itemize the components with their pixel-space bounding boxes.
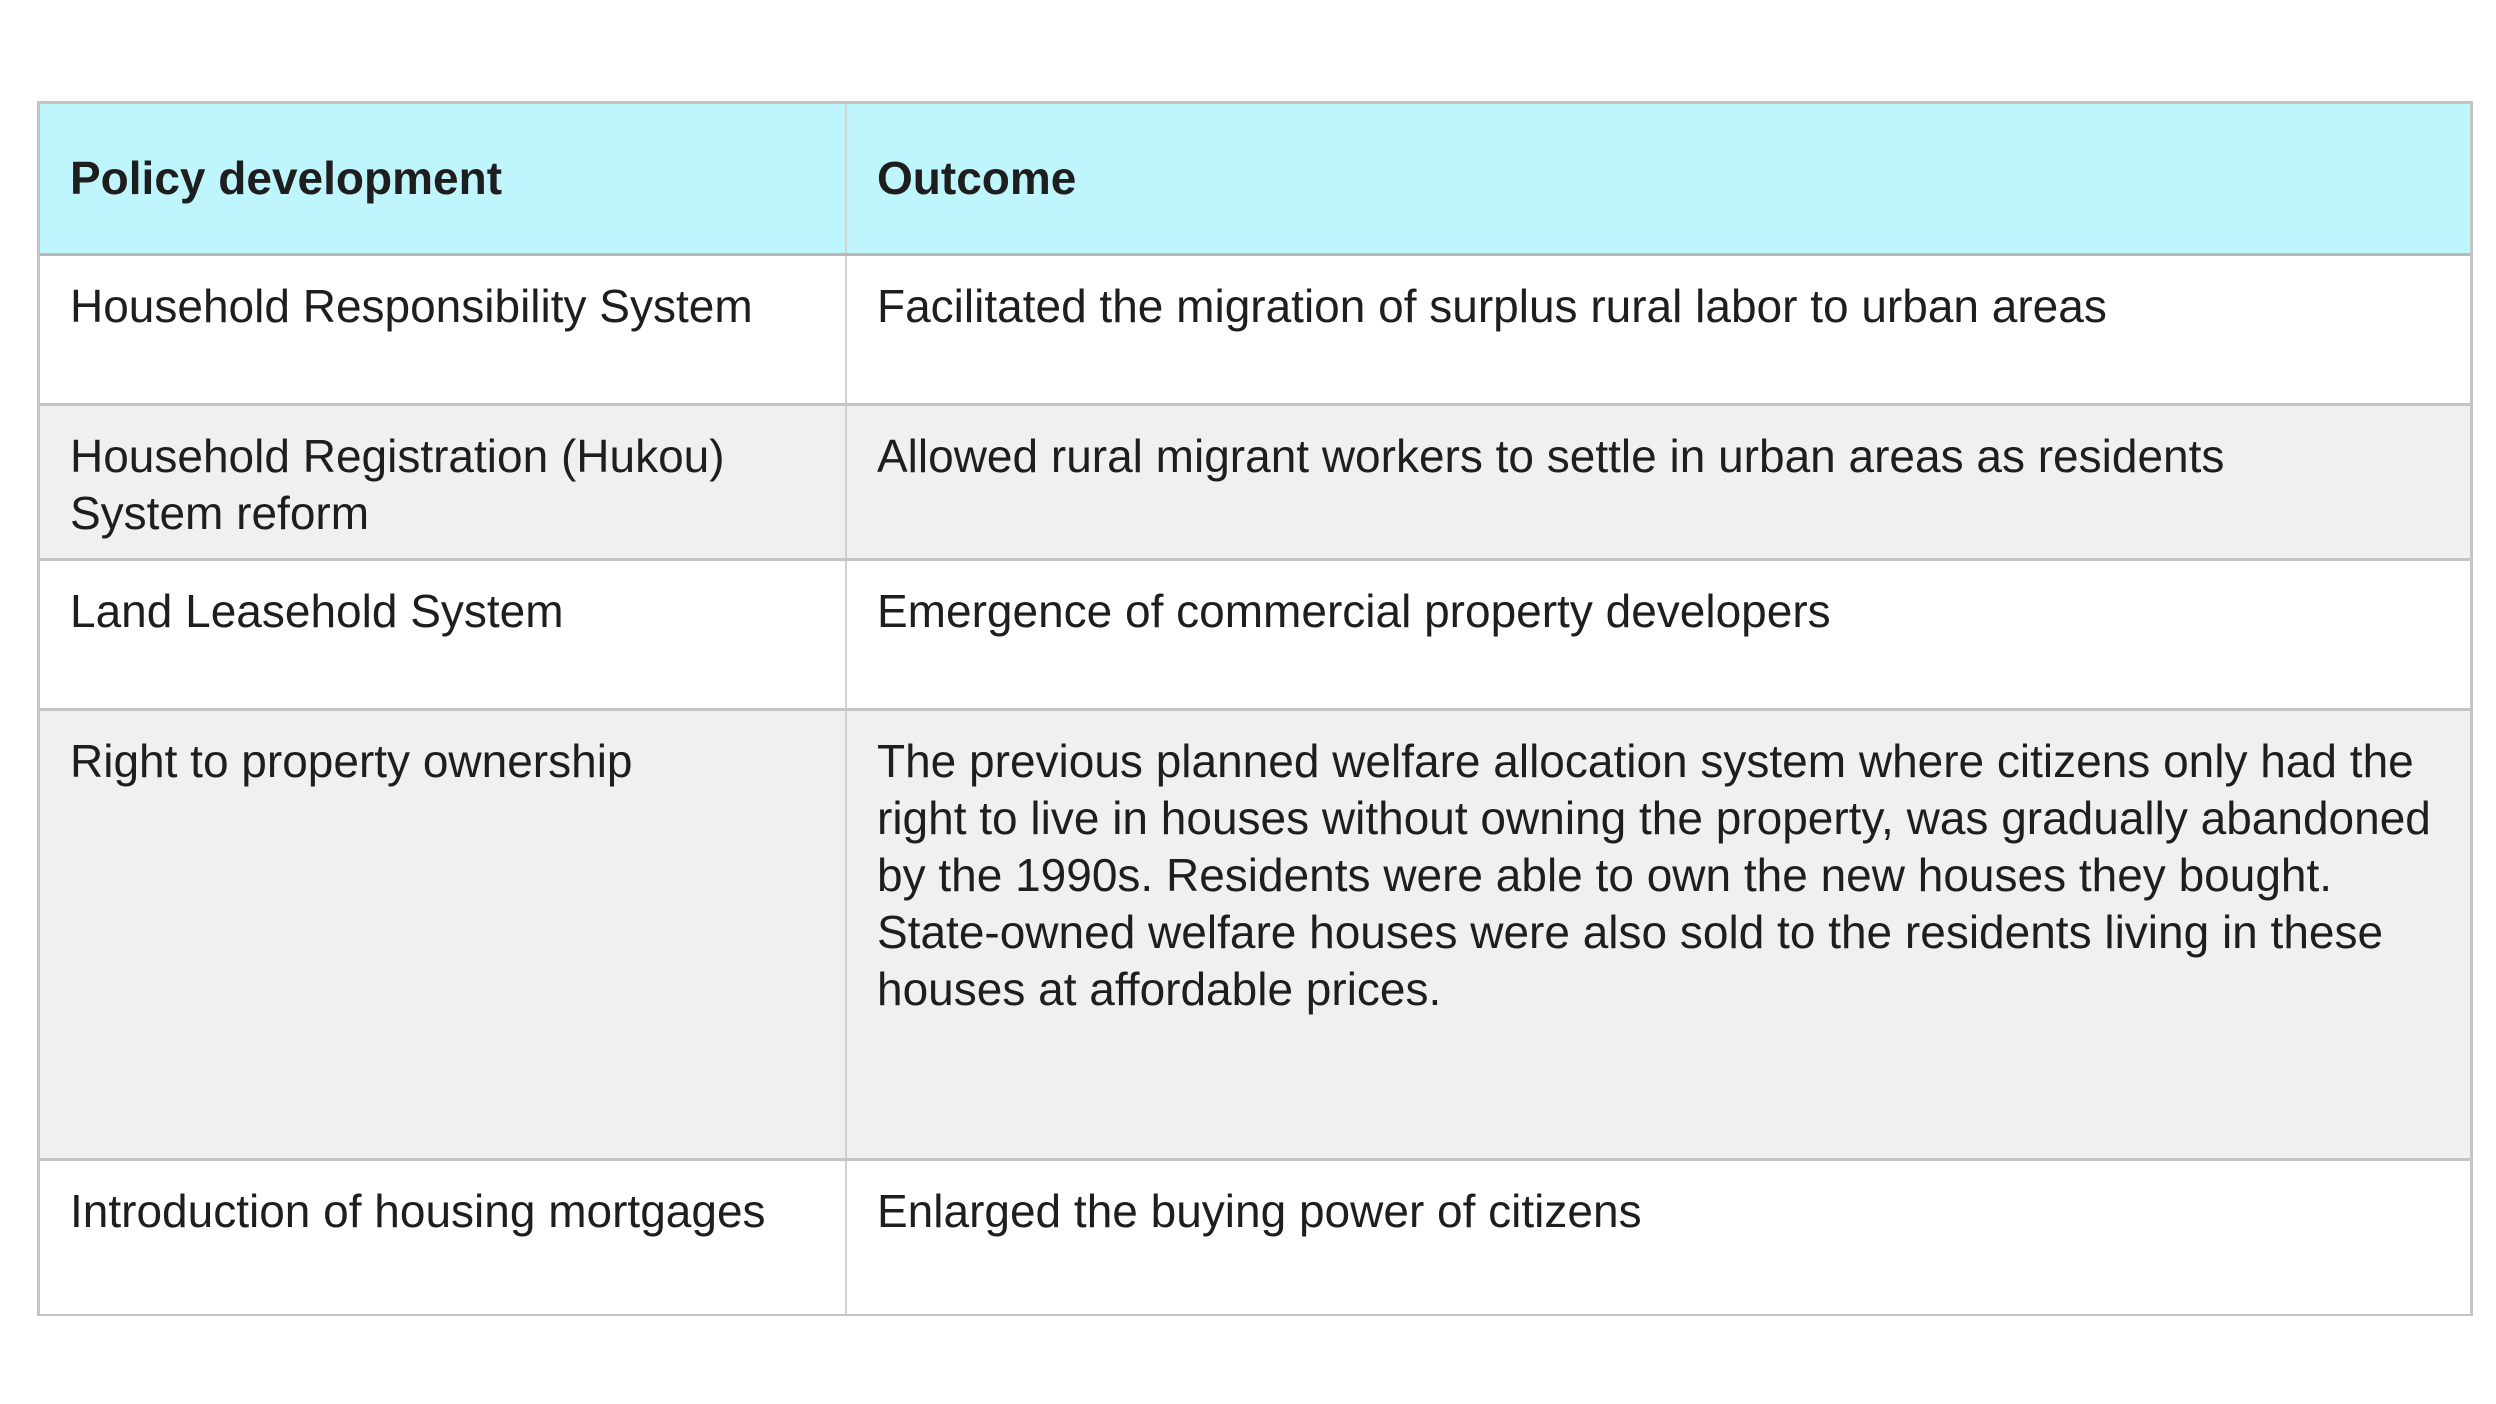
header-row bbox=[40, 104, 2470, 254]
table-row bbox=[40, 709, 2470, 1159]
table-row bbox=[40, 559, 2470, 709]
policy-outcome-table bbox=[40, 104, 2470, 1314]
column-header-policy: Policy development bbox=[40, 104, 846, 254]
outcome-cell: Facilitated the migration of surplus rural labor to urban areas bbox=[846, 254, 2470, 404]
outcome-cell: The previous planned welfare allocation system where citizens only had the right to live in houses without owning the property, was gradually abandoned by the 1990s. Residents were able to own the new houses they bought. State-owned welfare houses were also sold to the residents living in these houses at affordable prices. bbox=[846, 709, 2470, 1159]
policy-table-frame bbox=[37, 101, 2473, 1316]
column-header-outcome: Outcome bbox=[846, 104, 2470, 254]
table-body bbox=[40, 254, 2470, 1314]
table-row bbox=[40, 404, 2470, 559]
policy-cell: Introduction of housing mortgages bbox=[40, 1159, 846, 1314]
policy-cell: Household Registration (Hukou) System reform bbox=[40, 404, 846, 559]
outcome-cell: Allowed rural migrant workers to settle in urban areas as residents bbox=[846, 404, 2470, 559]
outcome-cell: Enlarged the buying power of citizens bbox=[846, 1159, 2470, 1314]
table-header bbox=[40, 104, 2470, 254]
policy-cell: Land Leasehold System bbox=[40, 559, 846, 709]
policy-cell: Household Responsibility System bbox=[40, 254, 846, 404]
outcome-cell: Emergence of commercial property developers bbox=[846, 559, 2470, 709]
table-row bbox=[40, 254, 2470, 404]
policy-cell: Right to property ownership bbox=[40, 709, 846, 1159]
table-row bbox=[40, 1159, 2470, 1314]
